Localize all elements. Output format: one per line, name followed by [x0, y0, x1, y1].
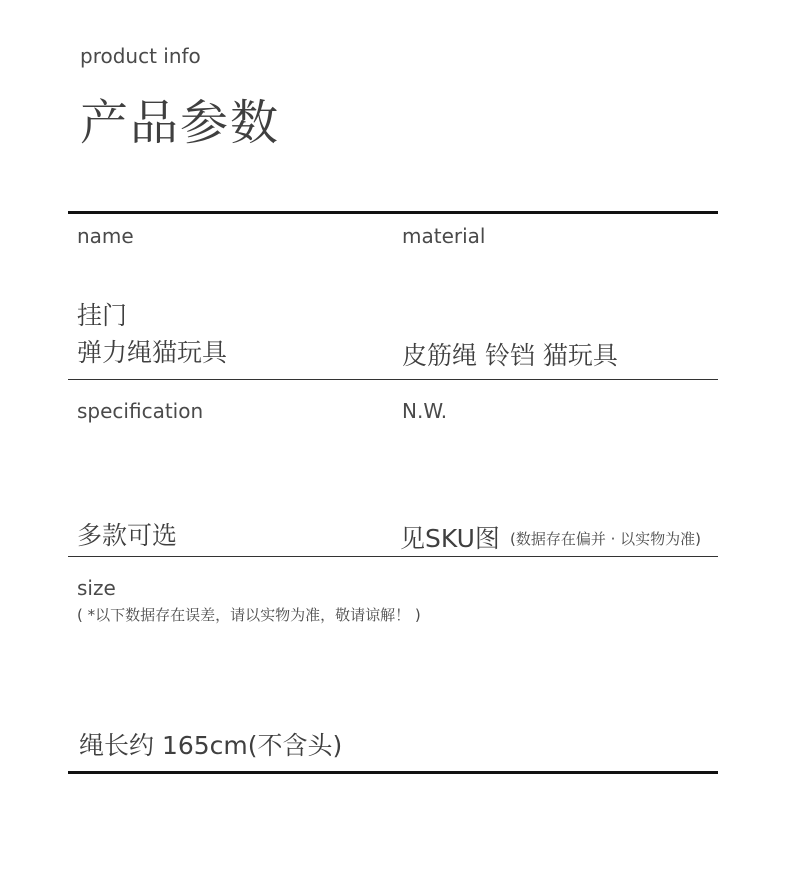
name-value-line1: 挂门 — [77, 301, 128, 330]
nw-note: (数据存在偏并 · 以实物为准) — [510, 530, 702, 548]
material-label: material — [402, 224, 486, 248]
bottom-divider — [68, 771, 718, 774]
material-value: 皮筋绳 铃铛 猫玩具 — [402, 341, 618, 370]
size-value: 绳长约 165cm(不含头) — [79, 731, 343, 760]
page-title: 产品参数 — [80, 95, 281, 151]
nw-label: N.W. — [402, 399, 448, 423]
size-label: size — [77, 576, 116, 600]
name-value-line2: 弹力绳猫玩具 — [77, 338, 228, 367]
section-subtitle: product info — [80, 44, 201, 68]
specification-label: specification — [77, 399, 204, 423]
row-divider-2 — [68, 556, 718, 557]
size-note: ( *以下数据存在误差，请以实物为准，敬请谅解！ ) — [77, 606, 421, 624]
row-divider-1 — [68, 379, 718, 380]
specification-value: 多款可选 — [77, 521, 178, 550]
top-divider — [68, 211, 718, 214]
nw-value: 见SKU图 — [400, 524, 500, 553]
name-label: name — [77, 224, 134, 248]
